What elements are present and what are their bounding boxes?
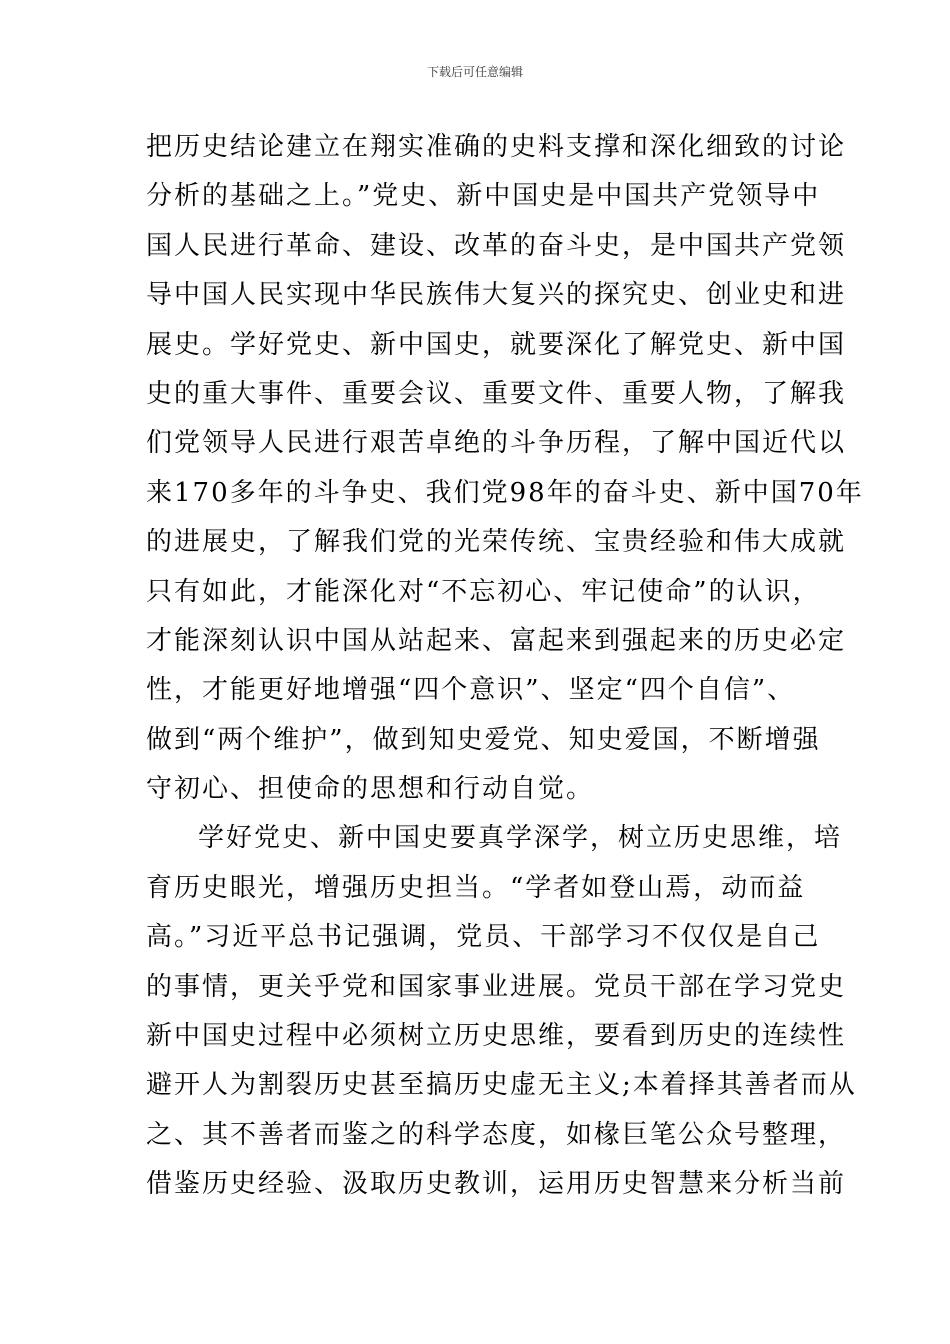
text-line: 性，才能更好地增强“四个意识”、坚定“四个自信”、 (146, 675, 796, 706)
text-line: 只有如此，才能深化对“不忘初心、牢记使命”的认识， (146, 576, 821, 607)
text-line: 分析的基础之上。”党史、新中国史是中国共产党领导中 (146, 181, 821, 212)
document-body (146, 123, 864, 1210)
paragraph-2 (146, 814, 857, 1209)
text-line: 来170多年的斗争史、我们党98年的奋斗史、新中国70年 (146, 477, 864, 508)
text-line: 守初心、担使命的思想和行动自觉。 (146, 774, 595, 805)
text-line: 史的重大事件、重要会议、重要文件、重要人物，了解我 (146, 378, 847, 409)
text-line: 导中国人民实现中华民族伟大复兴的探究史、创业史和进 (146, 280, 847, 311)
text-line: 把历史结论建立在翔实准确的史料支撑和深化细致的讨论 (146, 132, 847, 162)
text-line: 避开人为割裂历史甚至搞历史虚无主义;本着择其善者而从 (146, 1070, 857, 1101)
text-line: 的事情，更关乎党和国家事业进展。党员干部在学习党史 (146, 971, 847, 1002)
text-line: 育历史眼光，增强历史担当。“学者如登山焉，动而益 (146, 872, 806, 903)
text-line: 高。”习近平总书记强调，党员、干部学习不仅仅是自己 (146, 922, 821, 953)
page-header: 下载后可任意编辑 (426, 65, 523, 79)
text-line: 之、其不善者而鉴之的科学态度，如椽巨笔公众号整理， (146, 1119, 847, 1150)
text-line: 国人民进行革命、建设、改革的奋斗史，是中国共产党领 (146, 230, 847, 261)
paragraph-1 (146, 123, 864, 814)
text-line: 借鉴历史经验、汲取历史教训，运用历史智慧来分析当前 (146, 1169, 847, 1200)
text-line: 们党领导人民进行艰苦卓绝的斗争历程，了解中国近代以 (146, 428, 847, 459)
text-line: 学好党史、新中国史要真学深学，树立历史思维，培 (198, 823, 843, 854)
text-line: 展史。学好党史、新中国史，就要深化了解党史、新中国 (146, 329, 847, 360)
text-line: 的进展史，了解我们党的光荣传统、宝贵经验和伟大成就 (146, 527, 847, 558)
text-line: 才能深刻认识中国从站起来、富起来到强起来的历史必定 (146, 625, 847, 656)
text-line: 做到“两个维护”，做到知史爱党、知史爱国，不断增强 (146, 724, 821, 755)
text-line: 新中国史过程中必须树立历史思维，要看到历史的连续性 (146, 1021, 847, 1052)
